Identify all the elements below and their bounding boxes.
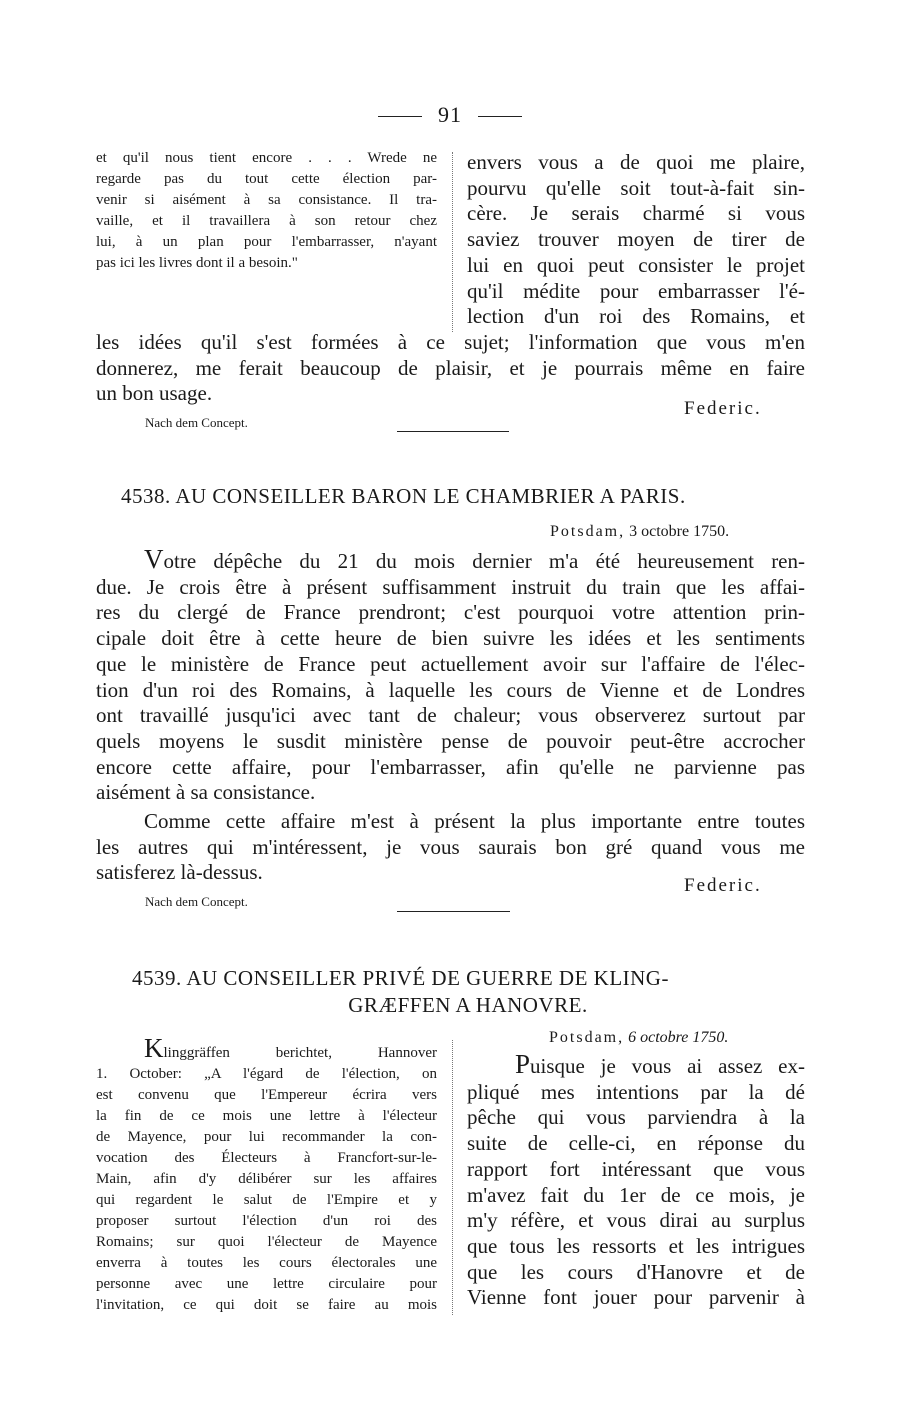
text-line: que les cours d'Hanovre et de [467, 1259, 805, 1284]
text-line: donnerez, me ferait beaucoup de plaisir, et je pourrais même en faire [96, 355, 805, 380]
signature: Federic. [684, 875, 762, 896]
text-line: suite de celle-ci, en réponse du [467, 1131, 805, 1156]
report-summary-note [96, 1033, 437, 1316]
text-line: Comme cette affaire m'est à présent la plus importante entre toutes [144, 809, 805, 833]
text-line: 1. October: „A l'égard de l'élection, on [96, 1066, 437, 1082]
text-line: m'avez fait du 1er de ce mois, je [467, 1182, 805, 1207]
text-line: Klinggräffen berichtet, Hannover [144, 1033, 437, 1063]
page-number: 91 [0, 102, 900, 128]
letter-paragraph [96, 544, 805, 806]
letter-heading: 4538. AU CONSEILLER BARON LE CHAMBRIER A PARIS. [121, 484, 686, 508]
signature: Federic. [684, 398, 762, 419]
column-divider [452, 152, 453, 332]
text-line: les idées qu'il s'est formées à ce sujet; l'information que vous m'en [96, 330, 805, 354]
dash-right [478, 116, 522, 117]
text-line: vaille, et il travaillera à son retour chez [96, 213, 437, 229]
text-line: personne avec une lettre circulaire pour [96, 1276, 437, 1292]
text-line: pas ici les livres dont il a besoin." [96, 255, 298, 271]
text-line: m'y réfère, et vous dirai au surplus [467, 1208, 805, 1233]
text-line: lui, à un plan pour l'embarrasser, n'ayant [96, 234, 437, 250]
text-line: Votre dépêche du 21 du mois dernier m'a été heureusement ren- [144, 544, 805, 574]
text-line: Romains; sur quoi l'électeur de Mayence [96, 1234, 437, 1250]
text-line: tion d'un roi des Romains, à laquelle les cours de Vienne et de Londres [96, 677, 805, 702]
text-line: satisferez là-dessus. [96, 860, 263, 885]
letter-heading-continued: GRÆFFEN A HANOVRE. [348, 993, 588, 1017]
text-line: encore cette affaire, pour l'embarrasser, afin qu'elle ne parvienne pas [96, 754, 805, 779]
column-divider [452, 1040, 453, 1315]
text-line: lection d'un roi des Romains, et [467, 304, 805, 329]
source-note: Nach dem Concept. [145, 415, 248, 430]
top-full-text [96, 330, 805, 407]
text-line: pêche qui vous parviendra à la [467, 1105, 805, 1130]
text-line: aisément à sa consistance. [96, 780, 316, 805]
text-line: Puisque je vous ai assez ex- [515, 1049, 805, 1079]
text-line: cipale doit être à cette heure de bien suivre les idées et les sentiments [96, 626, 805, 651]
text-line: que le ministère de France peut actuellement avoir sur l'affaire de l'élec- [96, 651, 805, 676]
text-line: est convenu que l'Empereur écrira vers [96, 1087, 437, 1103]
text-line: envers vous a de quoi me plaire, [467, 150, 805, 174]
dateline: Potsdam, 3 octobre 1750. [550, 523, 730, 540]
source-note: Nach dem Concept. [145, 894, 248, 909]
text-line: cère. Je serais charmé si vous [467, 201, 805, 226]
text-line: la fin de ce mois une lettre à l'électeur [96, 1108, 437, 1124]
text-line: un bon usage. [96, 381, 213, 406]
text-line: proposer surtout l'élection d'un roi des [96, 1213, 437, 1229]
text-line: enverra à toutes les cours électorales une [96, 1255, 437, 1271]
text-line: res du clergé de France prendront; c'est pourquoi votre attention prin- [96, 600, 805, 625]
letter-text [467, 1049, 805, 1311]
text-line: pliqué mes intentions par la dé [467, 1079, 805, 1104]
top-right-text [467, 150, 805, 330]
text-line: pourvu qu'elle soit tout-à-fait sin- [467, 175, 805, 200]
text-line: ont travaillé jusqu'ici avec tant de chaleur; vous observerez surtout par [96, 703, 805, 728]
text-line: Main, afin d'y délibérer sur les affaires [96, 1171, 437, 1187]
text-line: regarde pas du tout cette élection par- [96, 171, 437, 187]
text-line: les autres qui m'intéressent, je vous saurais bon gré quand vous me [96, 834, 805, 859]
text-line: due. Je crois être à présent suffisamment instruit du train que les affai- [96, 574, 805, 599]
top-left-note [96, 148, 437, 274]
text-line: Vienne font jouer pour parvenir à [467, 1285, 805, 1310]
letter-heading: 4539. AU CONSEILLER PRIVÉ DE GUERRE DE KLING- [132, 966, 669, 990]
dateline: Potsdam, 6 octobre 1750. [549, 1029, 729, 1046]
text-line: qui regardent le salut de l'Empire et y [96, 1192, 437, 1208]
text-line: quels moyens le susdit ministère pense de pouvoir peut-être accrocher [96, 728, 805, 753]
text-line: que tous les ressorts et les intrigues [467, 1233, 805, 1258]
text-line: rapport fort intéressant que vous [467, 1156, 805, 1181]
text-line: et qu'il nous tient encore . . . Wrede ne [96, 150, 437, 166]
separator-rule [397, 431, 509, 432]
text-line: lui en quoi peut consister le projet [467, 252, 805, 277]
text-line: venir si aisément à sa consistance. Il tra- [96, 192, 437, 208]
text-line: de Mayence, pour lui recommander la con- [96, 1129, 437, 1145]
text-line: l'invitation, ce qui doit se faire au mois [96, 1297, 437, 1313]
text-line: vocation des Électeurs à Francfort-sur-le- [96, 1150, 437, 1166]
dash-left [378, 116, 422, 117]
text-line: saviez trouver moyen de tirer de [467, 227, 805, 252]
text-line: qu'il médite pour embarrasser l'é- [467, 278, 805, 303]
separator-rule [397, 911, 510, 912]
